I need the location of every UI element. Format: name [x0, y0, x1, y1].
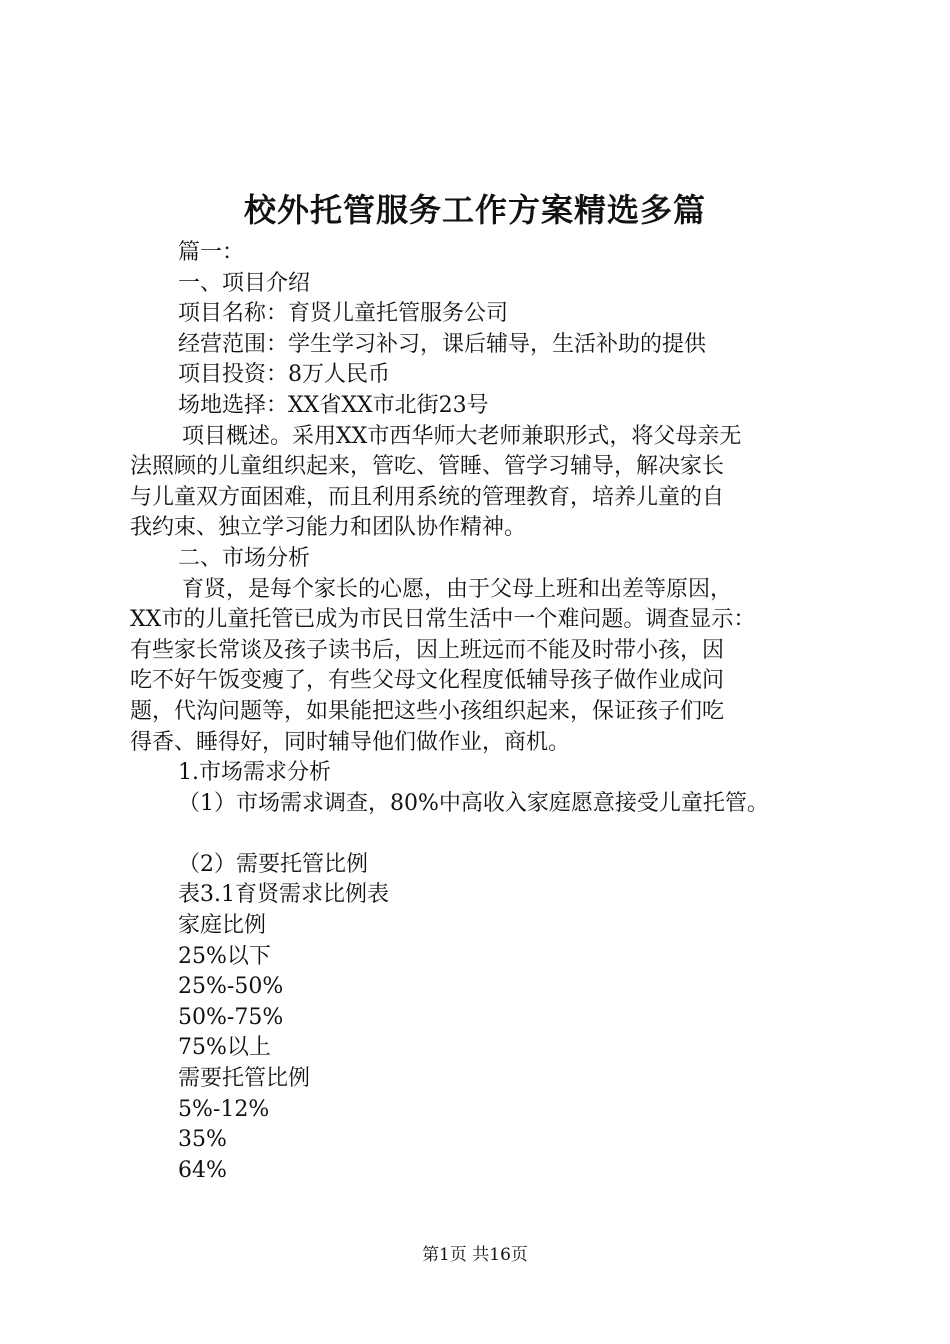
paragraph-line: XX市的儿童托管已成为市民日常生活中一个难问题。调查显示： [130, 607, 756, 633]
section-heading: 篇一： [178, 240, 245, 265]
subsection-heading: （2）需要托管比例 [178, 851, 368, 877]
document-title: 校外托管服务工作方案精选多篇 [243, 191, 706, 229]
paragraph-line: 项目概述。采用XX市西华师大老师兼职形式，将父母亲无 [182, 423, 742, 449]
paragraph-line: 与儿童双方面困难，而且利用系统的管理教育，培养儿童的自 [130, 484, 725, 510]
paragraph-line: 有些家长常谈及孩子读书后，因上班远而不能及时带小孩，因 [130, 637, 725, 663]
table-cell: 64% [178, 1157, 227, 1183]
investment-line: 项目投资：8万人民币 [178, 362, 390, 388]
table-cell: 5%-12% [178, 1096, 270, 1122]
paragraph-line: 得香、睡得好，同时辅导他们做作业，商机。 [130, 729, 571, 755]
table-header: 需要托管比例 [178, 1066, 311, 1092]
paragraph-line: （1）市场需求调查，80%中高收入家庭愿意接受儿童托管。 [178, 790, 769, 816]
paragraph-line: 我约束、独立学习能力和团队协作精神。 [130, 515, 527, 541]
blank-line [130, 819, 850, 850]
document-body [130, 238, 850, 1186]
table-header: 家庭比例 [178, 913, 267, 939]
table-cell: 25%-50% [178, 974, 284, 1000]
paragraph-line: 吃不好午饭变瘦了，有些父母文化程度低辅导孩子做作业成问 [130, 668, 725, 694]
section-heading: 二、市场分析 [178, 545, 311, 571]
paragraph-line: 法照顾的儿童组织起来，管吃、管睡、管学习辅导，解决家长 [130, 454, 725, 480]
table-cell: 25%以下 [178, 943, 271, 969]
subsection-heading: 1.市场需求分析 [178, 760, 331, 786]
page-footer: 第1页 共16页 [422, 1245, 528, 1265]
project-name-line: 项目名称：育贤儿童托管服务公司 [178, 301, 509, 327]
business-scope-line: 经营范围：学生学习补习，课后辅导，生活补助的提供 [178, 331, 707, 357]
paragraph-line: 题，代沟问题等，如果能把这些小孩组织起来，保证孩子们吃 [130, 698, 725, 724]
location-line: 场地选择：XX省XX市北街23号 [178, 392, 489, 418]
section-heading: 一、项目介绍 [178, 270, 311, 296]
table-caption: 表3.1育贤需求比例表 [178, 882, 389, 908]
table-cell: 50%-75% [178, 1004, 284, 1030]
table-cell: 75%以上 [178, 1035, 271, 1061]
paragraph-line: 育贤，是每个家长的心愿，由于父母上班和出差等原因， [182, 576, 733, 602]
table-cell: 35% [178, 1127, 227, 1153]
